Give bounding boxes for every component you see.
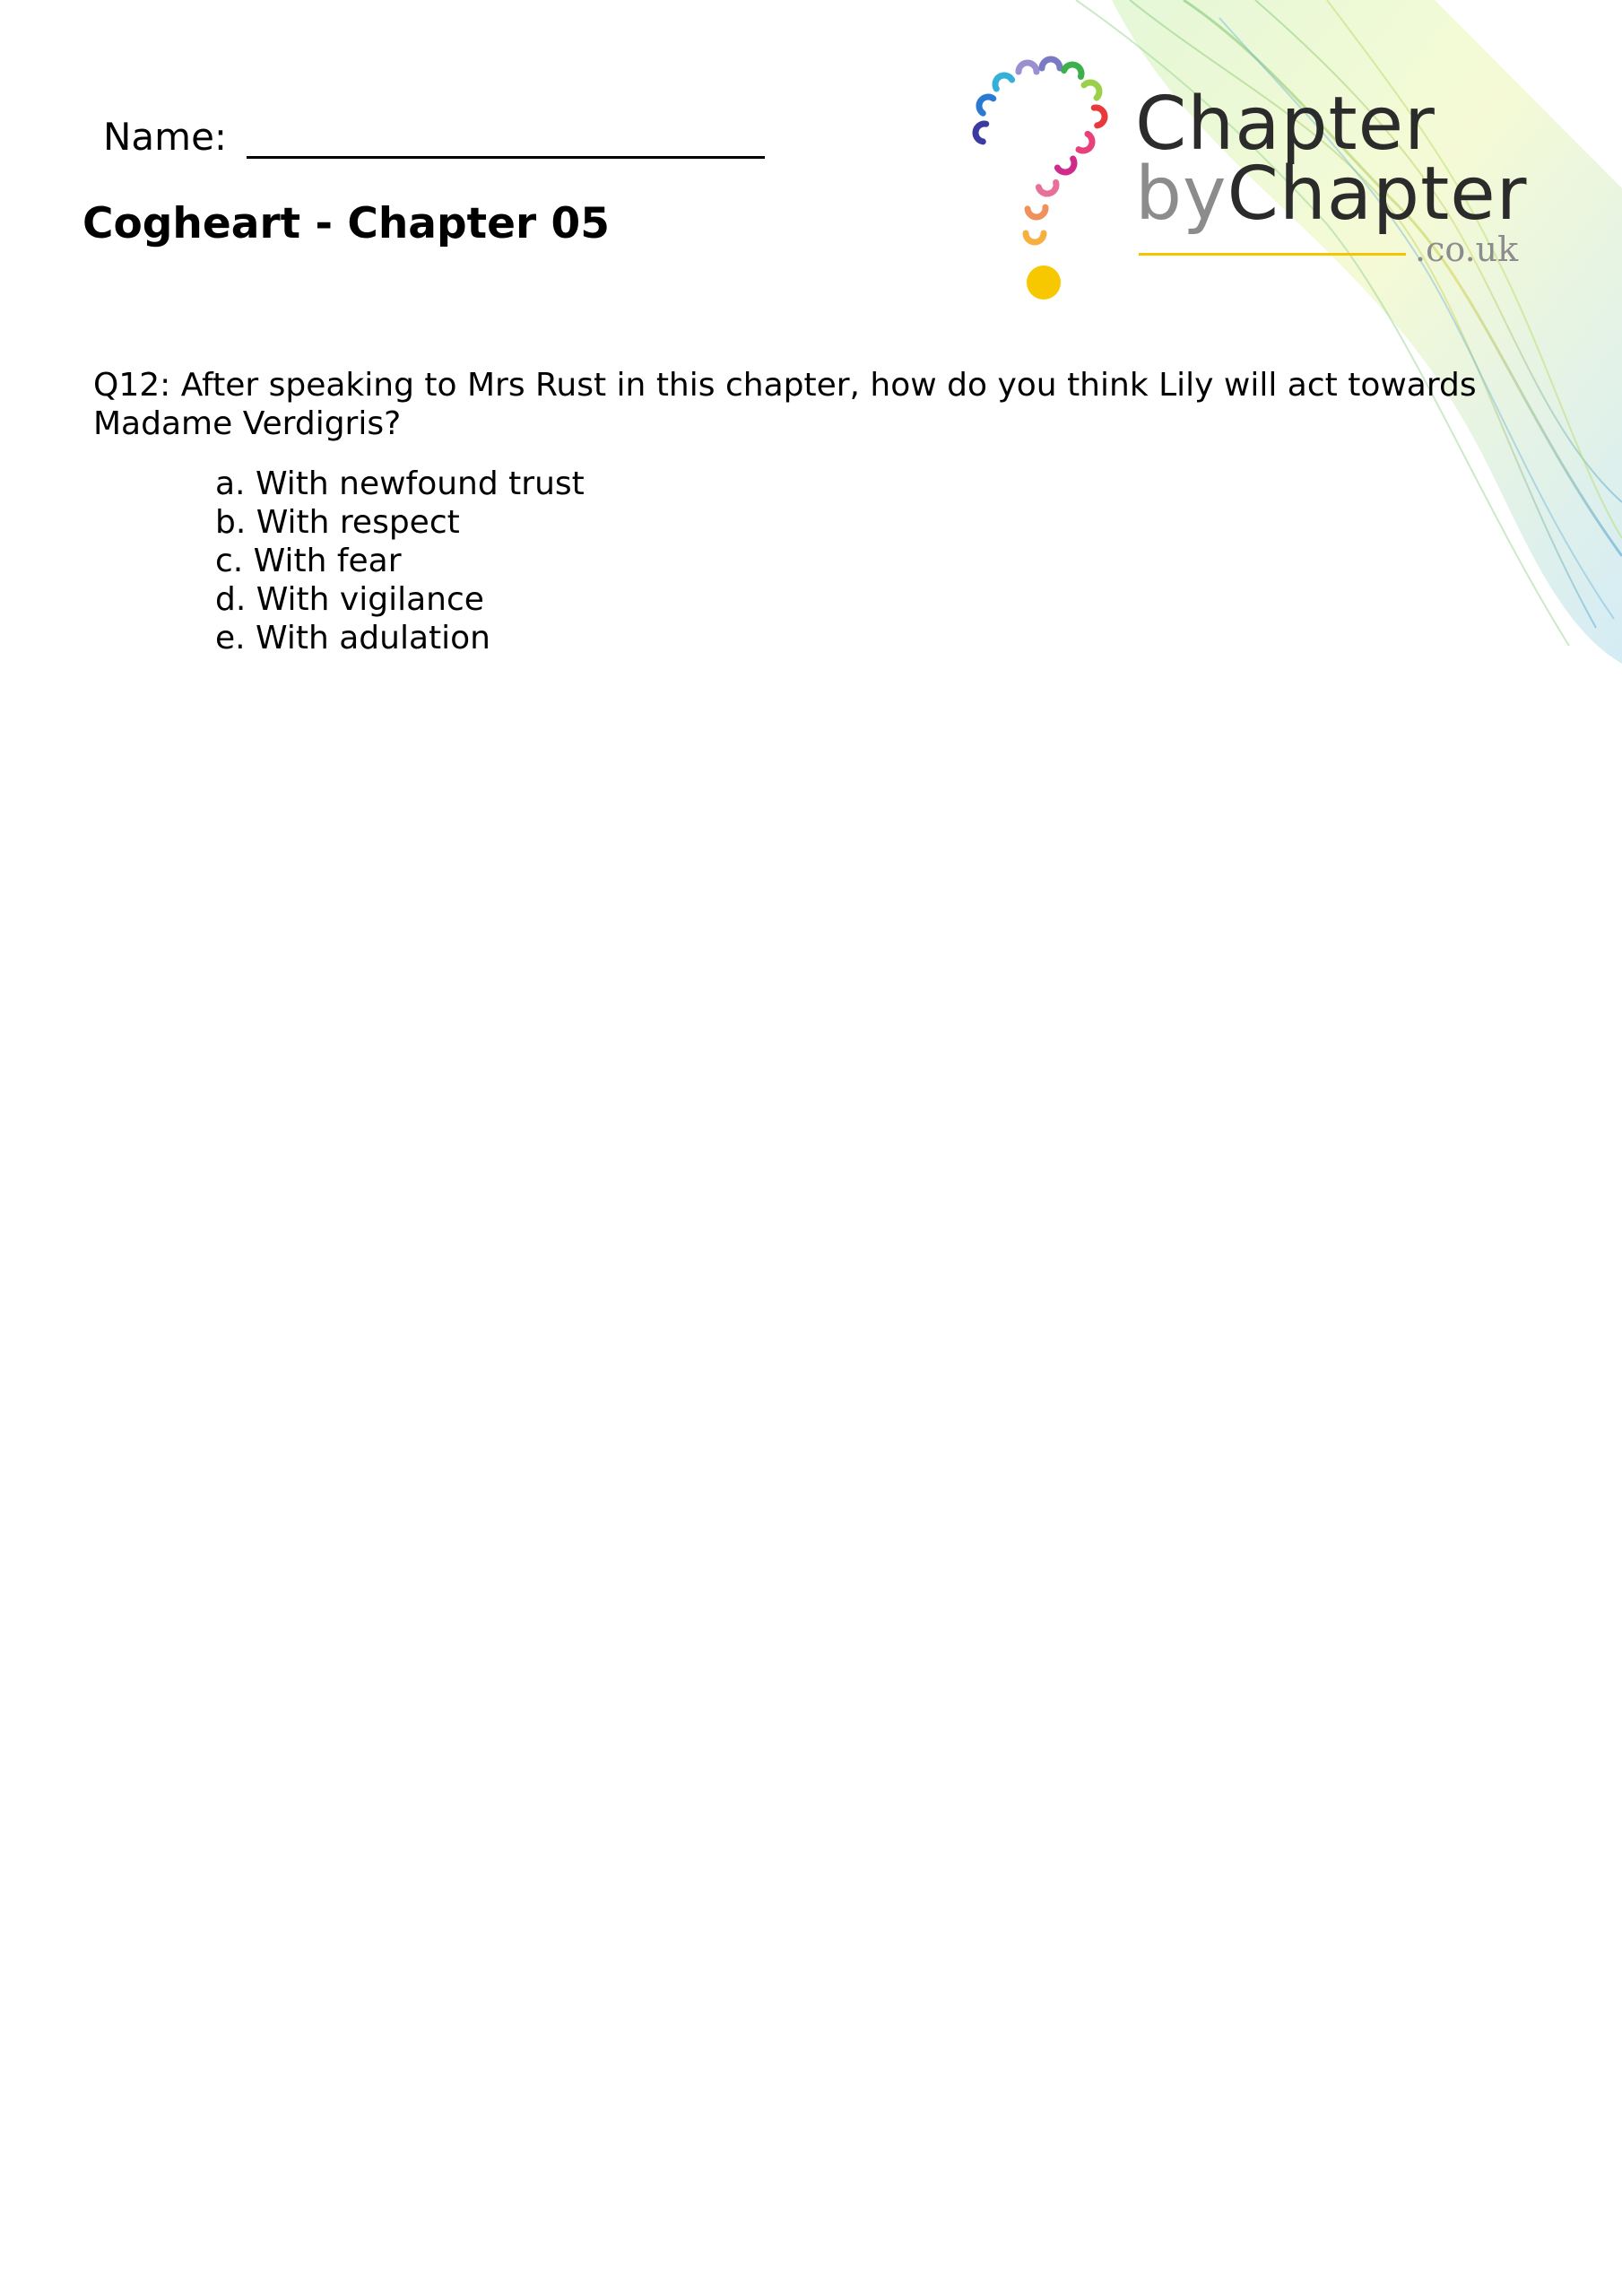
- logo-text-by: by: [1135, 152, 1227, 237]
- question-text: Q12: After speaking to Mrs Rust in this chapter, how do you think Lily will act towards Madame Verdigris?: [93, 367, 1477, 442]
- name-label: Name:: [103, 115, 228, 159]
- option-e: e. With adulation: [215, 620, 490, 657]
- option-b: b. With respect: [215, 504, 460, 541]
- name-blank-line[interactable]: [247, 117, 765, 159]
- name-field-row: [103, 115, 765, 159]
- chapter-by-chapter-logo: [967, 52, 1540, 321]
- option-d: d. With vigilance: [215, 581, 484, 618]
- logo-text-chapter: Chapter: [1135, 82, 1436, 167]
- logo-text-chapter-2: Chapter: [1227, 152, 1528, 237]
- logo-underline: [1139, 253, 1406, 256]
- option-c: c. With fear: [215, 543, 402, 579]
- option-a: a. With newfound trust: [215, 465, 585, 502]
- logo-domain: .co.uk: [1415, 230, 1519, 269]
- logo-text-by-chapter: [1135, 152, 1528, 237]
- answer-options: [215, 465, 585, 657]
- worksheet-title: Cogheart - Chapter 05: [82, 199, 610, 248]
- question-mark-books-icon: [967, 52, 1128, 312]
- logo-wordmark: [1135, 82, 1528, 237]
